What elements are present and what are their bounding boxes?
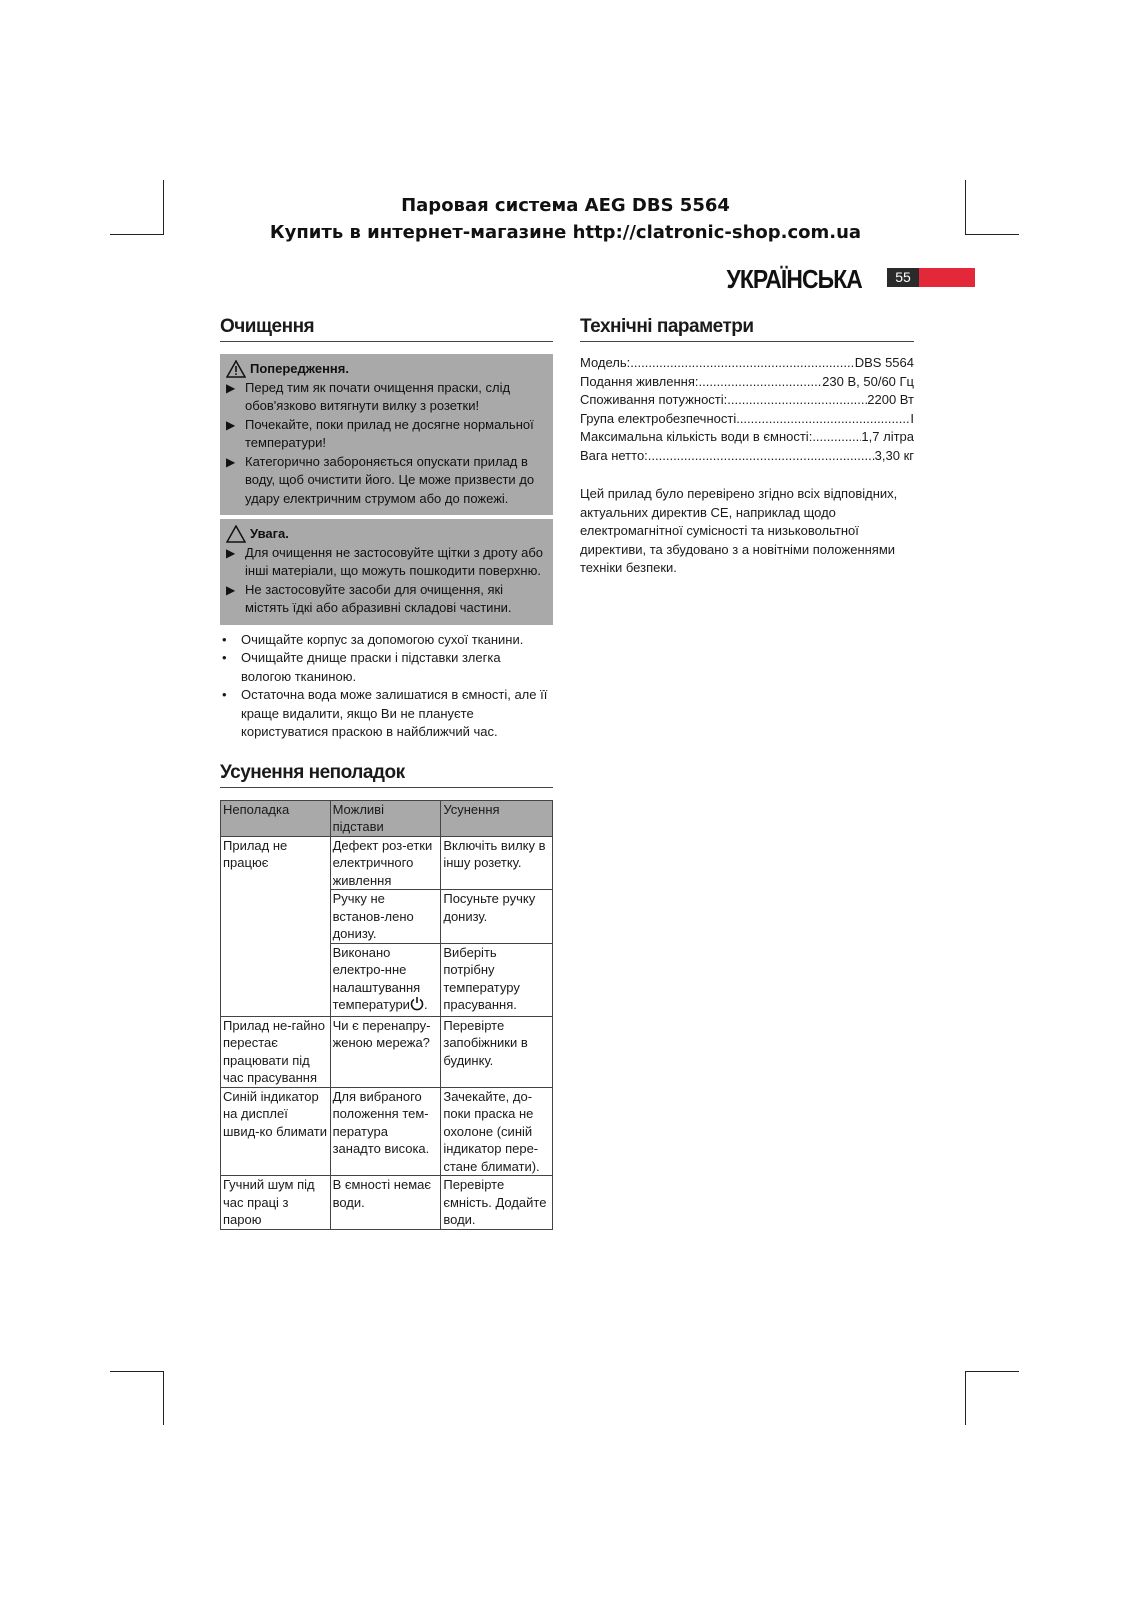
header-line-1: Паровая система AEG DBS 5564 [401, 195, 730, 216]
spec-row: Споживання потужності: ..... 2200 Вт [580, 391, 914, 410]
troubleshooting-title: Усунення неполадок [220, 762, 553, 788]
specs-list [580, 354, 914, 465]
cause-cell: Чи є перенапру-женою мережа? [330, 1016, 441, 1087]
spec-row: Подання живлення: ..... 230 В, 50/60 Гц [580, 373, 914, 392]
power-icon [410, 996, 424, 1016]
arrow-bullet-icon: ▶ [226, 545, 236, 560]
problem-cell: Прилад не працює [221, 836, 331, 1016]
cause-cell: Виконано електро-нне налаштування температури . [330, 943, 441, 1016]
list-item: • Очищайте корпус за допомогою сухої тканини. [222, 631, 524, 647]
list-item: • Остаточна вода може залишатися в ємності, але її краще видалити, якщо Ви не плануєте користуватися праскою в найближчий час. [222, 687, 548, 739]
problem-cell: Гучний шум під час праці з парою [221, 1176, 331, 1230]
arrow-bullet-icon: ▶ [226, 582, 236, 597]
spec-row: Максимальна кількість води в ємності: ..... 1,7 літра [580, 428, 914, 447]
cause-cell: Дефект роз-етки електричного живлення [330, 836, 441, 890]
crop-mark [163, 1371, 164, 1425]
language-color-bar [919, 268, 975, 287]
arrow-bullet-icon: ▶ [226, 454, 236, 469]
solution-cell: Посуньте ручку донизу. [441, 890, 553, 944]
warning-title: Попередження. [250, 361, 349, 376]
solution-cell: Виберіть потрібну температуру прасування. [441, 943, 553, 1016]
arrow-bullet-icon: ▶ [226, 417, 236, 432]
caution-triangle-icon [226, 525, 246, 543]
solution-cell: Зачекайте, до-поки праска не охолоне (синій індикатор пере-стане блимати). [441, 1087, 553, 1176]
cause-cell: В ємності немає води. [330, 1176, 441, 1230]
troubleshooting-section [220, 762, 553, 1230]
header-line-2: Купить в интернет-магазине http://clatronic-shop.com.ua [269, 222, 862, 243]
table-row [221, 1176, 553, 1230]
column-header: Можливі підстави [330, 800, 441, 836]
problem-cell: Синій індикатор на дисплеї швид-ко блимати [221, 1087, 331, 1176]
list-item: ▶ Перед тим як почати очищення праски, слід обов'язково витягнути вилку з розетки! [226, 379, 547, 416]
list-item: ▶ Категорично забороняється опускати прилад в воду, щоб очистити його. Це може призвести до удару електричним струмом або до пожежі. [226, 453, 547, 509]
solution-cell: Перевірте ємність. Додайте води. [441, 1176, 553, 1230]
table-row [221, 1087, 553, 1176]
specs-title: Технічні параметри [580, 316, 914, 342]
warning-triangle-icon [226, 360, 246, 378]
list-item: • Очищайте днище праски і підставки злегка вологою тканиною. [222, 650, 501, 684]
table-header-row [221, 800, 553, 836]
cleaning-bullets [220, 631, 553, 742]
left-column [220, 316, 553, 1230]
warning-box [220, 354, 553, 515]
solution-cell: Включіть вилку в іншу розетку. [441, 836, 553, 890]
table-row [221, 836, 553, 890]
problem-cell: Прилад не-гайно перестає працювати під час прасування [221, 1016, 331, 1087]
crop-mark [965, 1371, 1019, 1372]
solution-cell: Перевірте запобіжники в будинку. [441, 1016, 553, 1087]
caution-title: Увага. [250, 526, 289, 541]
spec-row: Модель: ..... DBS 5564 [580, 354, 914, 373]
list-item: ▶ Для очищення не застосовуйте щітки з дроту або інші матеріали, що можуть пошкодити поверхню. [226, 544, 547, 581]
page-number: 55 [887, 268, 919, 287]
table-row [221, 1016, 553, 1087]
right-column [580, 316, 914, 578]
crop-mark [110, 1371, 164, 1372]
troubleshooting-table [220, 800, 553, 1230]
list-item: ▶ Не застосовуйте засоби для очищення, які містять їдкі або абразивні складові частини. [226, 581, 547, 618]
list-item: ▶ Почекайте, поки прилад не досягне нормальної температури! [226, 416, 547, 453]
cause-cell: Для вибраного положення тем-пература занадто висока. [330, 1087, 441, 1176]
spec-row: Група електробезпечності ..... I [580, 410, 914, 429]
column-header: Неполадка [221, 800, 331, 836]
language-banner [700, 264, 970, 294]
caution-box [220, 519, 553, 625]
language-label: УКРАЇНСЬКА [726, 264, 862, 294]
column-header: Усунення [441, 800, 553, 836]
crop-mark [965, 1371, 966, 1425]
arrow-bullet-icon: ▶ [226, 380, 236, 395]
compliance-note: Цей прилад було перевірено згідно всіх відповідних, актуальних директив СЕ, наприклад щодо електромагнітної сумісності та низьковольтної директиви, та збудовано з а новітніми положеннями техніки безпеки. [580, 486, 898, 575]
cleaning-title: Очищення [220, 316, 553, 342]
spec-row: Вага нетто: ..... 3,30 кг [580, 447, 914, 466]
cause-cell: Ручку не встанов-лено донизу. [330, 890, 441, 944]
